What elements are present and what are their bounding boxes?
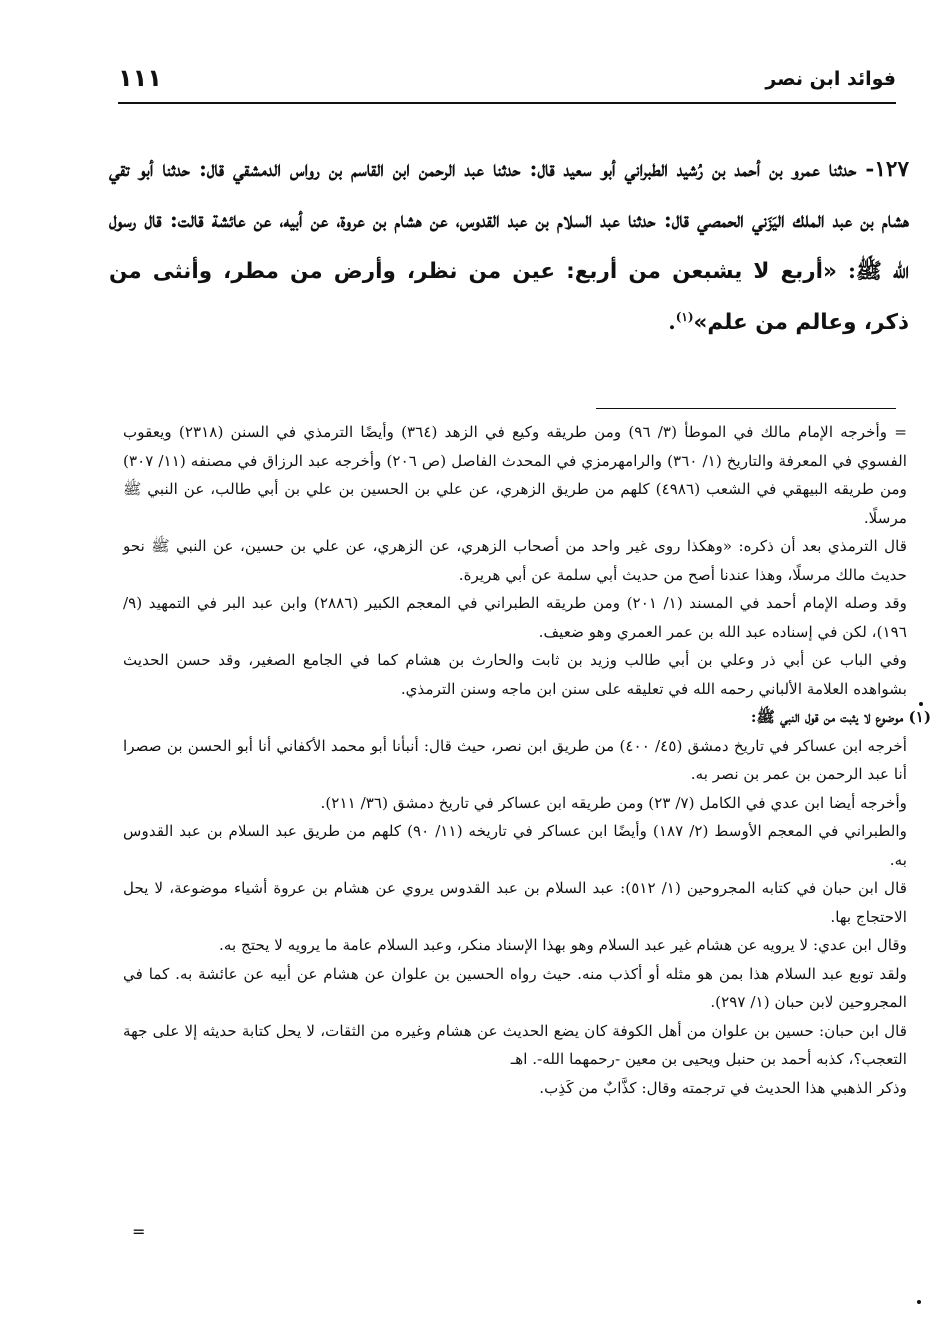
footnote-paragraph: وقد وصله الإمام أحمد في المسند (١/ ٢٠١) ومن طريقه الطبراني في المعجم الكبير (٢٨٨٦) وابن عبد البر في التمهيد (٩/ ١٩٦)، لكن في إسناده عبد الله بن عمر العمري وهو ضعيف. [123,594,907,641]
footnote-separator [596,408,896,409]
running-header [118,64,896,100]
footnote-paragraph: وذكر الذهبي هذا الحديث في ترجمته وقال: كذَّابٌ من كَذِب. [539,1078,907,1097]
scan-speck [919,702,923,706]
footnote-paragraph: قال ابن حبان في كتابه المجروحين (١/ ٥١٢): عبد السلام بن عبد القدوس يروي عن هشام بن عروة أشياء موضوعة، لا يحل الاحتجاج بها. [123,879,907,926]
hadith-paragraph [109,144,909,348]
footnote-reference: (١) [675,309,694,324]
header-rule [118,102,896,104]
hadith-isnad: ١٢٧- حدثنا عمرو بن أحمد بن رُشيد الطبراني أبو سعيد قال: حدثنا عبد الرحمن ابن القاسم بن رواس الدمشقي قال: حدثنا أبو تقي هشام بن عبد الملك اليَزَني الحمصي قال: حدثنا عبد السلام بن عبد القدوس، عن هشام بن عروة، عن أبيه، عن عائشة قالت: قال رسول الله ﷺ: [109,157,909,284]
footnote-paragraph: والطبراني في المعجم الأوسط (٢/ ١٨٧) وأيضًا ابن عساكر في تاريخه (١١/ ٩٠) كلهم من طريق عبد السلام بن عبد القدوس به. [123,822,907,869]
book-title: فوائد ابن نصر [765,68,896,90]
footnotes [123,418,931,1102]
footnote-paragraph: = وأخرجه الإمام مالك في الموطأ (٣/ ٩٦) ومن طريقه وكيع في الزهد (٣٦٤) وأيضًا الترمذي في السنن (٢٣١٨) ويعقوب الفسوي في المعرفة والتاريخ (١/ ٣٦٠) والرامهرمزي في المحدث الفاصل (ص ٢٠٦) وأخرجه عبد الرزاق في مصنفه (١١/ ٣٠٧) ومن طريقه البيهقي في الشعب (٤٩٨٦) كلهم من طريق الزهري، عن علي بن الحسين بن علي بن أبي طالب، عن النبي ﷺ مرسلًا. [123,423,907,527]
footnote-paragraph: قال ابن حبان: حسين بن علوان من أهل الكوفة كان يضع الحديث عن هشام وغيره من الثقات، لا يحل كتابة حديثه إلا على جهة التعجب؟، كذبه أحمد بن حنبل ويحيى بن معين -رحمهما الله-. اهـ [123,1021,907,1068]
scan-speck [917,1300,921,1304]
continuation-mark: = [132,1222,146,1241]
footnote-1-heading: (١) موضوع لا يثبت من قول النبي ﷺ: [750,708,931,726]
page-number: ١١١ [118,64,162,92]
footnote-paragraph: أخرجه ابن عساكر في تاريخ دمشق (٤٥/ ٤٠٠) من طريق ابن نصر، حيث قال: أنبأنا أبو محمد الأكفاني أنا أبو الحسن بن صصرا أنا عبد الرحمن بن عمر بن نصر به. [123,736,907,783]
footnote-paragraph: قال الترمذي بعد أن ذكره: «وهكذا روى غير واحد من أصحاب الزهري، عن الزهري، عن علي بن حسين، عن النبي ﷺ نحو حديث مالك مرسلًا، وهذا عندنا أصح من حديث أبي سلمة عن أبي هريرة. [123,537,907,584]
footnote-paragraph: وأخرجه أيضا ابن عدي في الكامل (٧/ ٢٣) ومن طريقه ابن عساكر في تاريخ دمشق (٣٦/ ٢١١). [320,793,907,812]
footnote-paragraph: وقال ابن عدي: لا يرويه عن هشام غير عبد السلام وهو بهذا الإسناد منكر، وعبد السلام عامة ما يرويه لا يحتج به. [219,936,907,954]
main-text [109,144,909,348]
footnote-paragraph: ولقد توبع عبد السلام هذا بمن هو مثله أو أكذب منه. حيث رواه الحسين بن علوان عن هشام عن أبيه عن عائشة به. كما في المجروحين لابن حبان (١/ ٢٩٧). [123,964,907,1011]
hadith-end: . [668,310,676,335]
hadith-matn: «أربع لا يشبعن من أربع: عين من نظر، وأرض من مطر، وأنثى من ذكر، وعالم من علم» [109,259,909,335]
footnote-paragraph: وفي الباب عن أبي ذر وعلي بن أبي طالب وزيد بن ثابت والحارث بن هشام كما في الجامع الصغير، وقد حسن الحديث بشواهده العلامة الألباني رحمه الله في تعليقه على سنن ابن ماجه وسنن الترمذي. [123,651,907,698]
